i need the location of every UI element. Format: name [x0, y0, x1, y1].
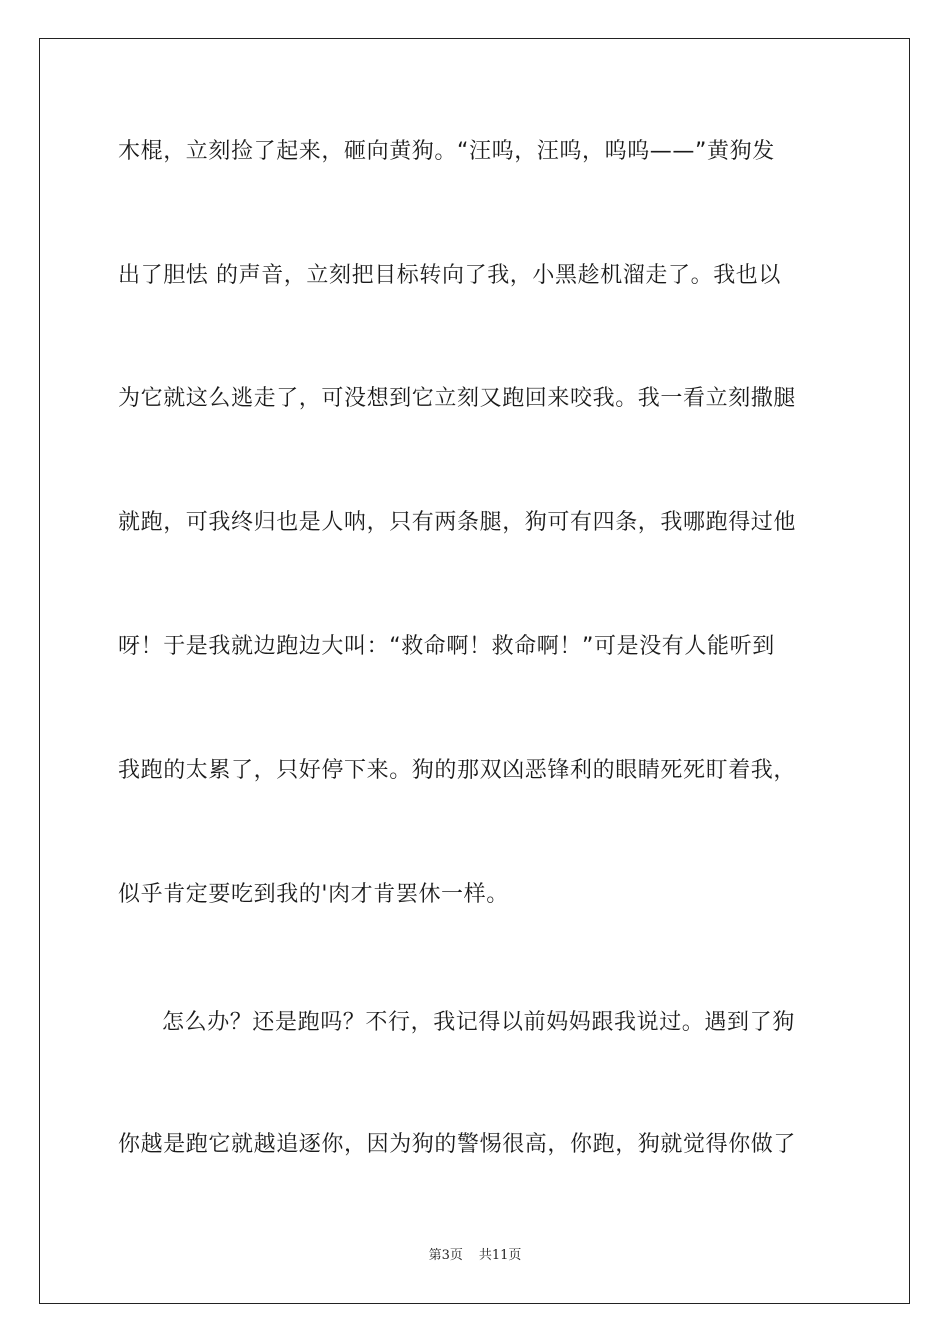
- paragraph-line: 似乎肯定要吃到我的'肉才肯罢休一样。: [118, 882, 509, 907]
- page-number: 第3页: [428, 1248, 463, 1263]
- page-border: [39, 38, 910, 1304]
- paragraph-line: 木棍，立刻捡了起来，砸向黄狗。“汪呜，汪呜，呜呜——”黄狗发: [118, 139, 775, 164]
- paragraph-line: 为它就这么逃走了，可没想到它立刻又跑回来咬我。我一看立刻撒腿: [118, 386, 797, 411]
- paragraph-line: 出了胆怯 的声音，立刻把目标转向了我，小黑趁机溜走了。我也以: [118, 263, 781, 288]
- paragraph-line: 呀！于是我就边跑边大叫：“救命啊！救命啊！”可是没有人能听到: [118, 634, 775, 659]
- page-total: 共11页: [478, 1248, 522, 1263]
- page-footer: [0, 1247, 950, 1265]
- paragraph-line: 就跑，可我终归也是人呐，只有两条腿，狗可有四条，我哪跑得过他: [118, 510, 797, 535]
- paragraph-line: 我跑的太累了，只好停下来。狗的那双凶恶锋利的眼睛死死盯着我，: [118, 758, 797, 783]
- paragraph-line: 你越是跑它就越追逐你，因为狗的警惕很高，你跑，狗就觉得你做了: [118, 1132, 797, 1157]
- paragraph-line: 怎么办？还是跑吗？不行，我记得以前妈妈跟我说过。遇到了狗: [162, 1010, 795, 1035]
